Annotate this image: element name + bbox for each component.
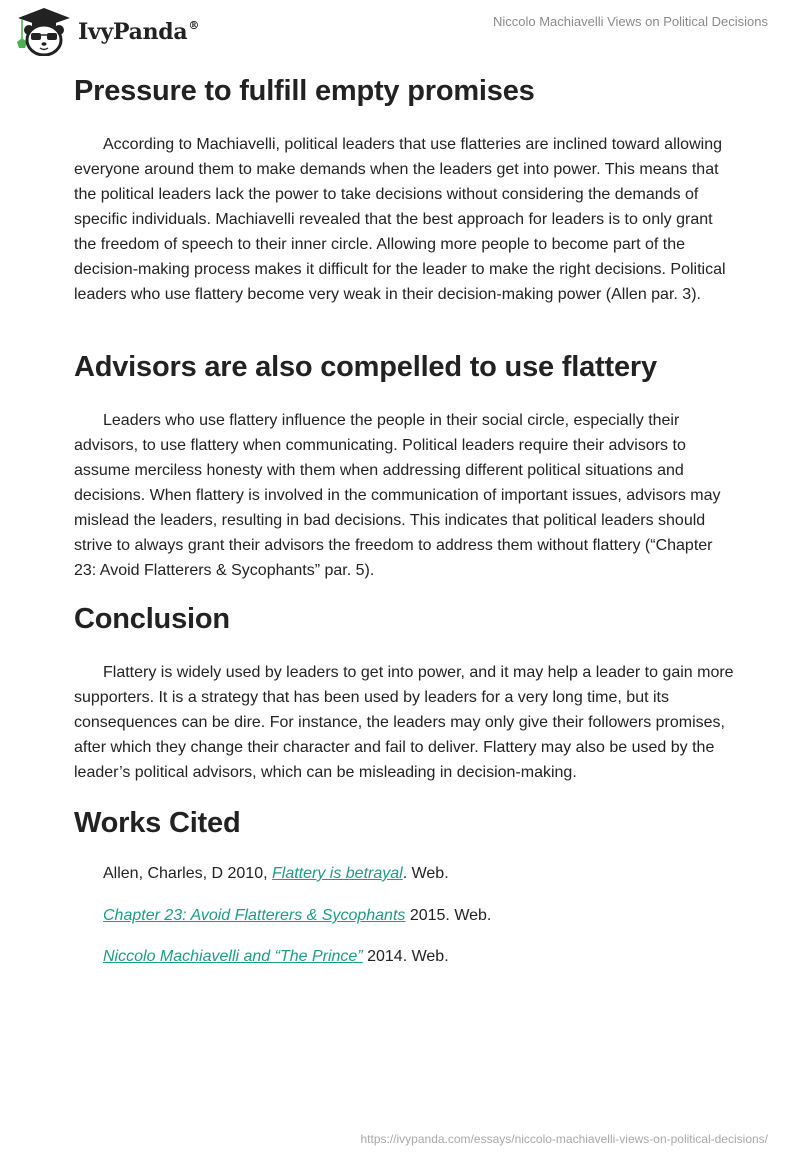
section-conclusion: [74, 598, 734, 785]
section-pressure: [74, 70, 734, 307]
page-header: [0, 0, 800, 60]
panda-graduate-icon: [14, 6, 70, 56]
footer-url[interactable]: https://ivypanda.com/essays/niccolo-machiavelli-views-on-political-decisions/: [360, 1132, 768, 1146]
section-heading: Pressure to fulfill empty promises: [74, 75, 535, 107]
section-paragraph: Leaders who use flattery influence the people in their social circle, especially their advisors, to use flattery when communicating. Political leaders require their advisors to assume merciless honesty with them when addressing different political situations and decisions. When flattery is involved in the communication of important issues, advisors may mislead the leaders, resulting in bad decisions. This indicates that political leaders should strive to always grant their advisors the freedom to address them without flattery (“Chapter 23: Avoid Flatterers & Sycophants” par. 5).: [74, 412, 721, 579]
ivypanda-logo[interactable]: [14, 6, 199, 56]
section-paragraph: Flattery is widely used by leaders to get into power, and it may help a leader to gain more supporters. It is a strategy that has been used by leaders for a very long time, but its consequences can be dire. For instance, the leaders may only give their followers promises, after which they change their character and fail to deliver. Flattery may also be used by the leader’s political advisors, which can be misleading in decision-making.: [74, 664, 734, 781]
document-title: Niccolo Machiavelli Views on Political Decisions: [492, 14, 768, 29]
section-advisors: [74, 346, 734, 583]
section-paragraph: According to Machiavelli, political leaders that use flatteries are inclined toward allowing everyone around them to make demands when the leaders get into power. This means that the political leaders lack the power to take decisions without considering the demands of specific individuals. Machiavelli revealed that the best approach for leaders is to only grant the freedom of speech to their inner circle. Allowing more people to become part of the decision-making process makes it difficult for the leader to make the right decisions. Political leaders who use flattery become very weak in their decision-making power (Allen par. 3).: [74, 136, 726, 303]
citation-link[interactable]: Flattery is betrayal: [271, 865, 403, 882]
citation-link[interactable]: Niccolo Machiavelli and “The Prince”: [103, 948, 363, 965]
citation-entry: Chapter 23: Avoid Flatterers & Sycophants 2015. Web.: [103, 907, 492, 924]
citation-entry: Allen, Charles, D 2010, Flattery is betrayal. Web.: [103, 865, 449, 882]
section-heading: Conclusion: [74, 603, 230, 635]
logo-wordmark: IvyPanda®: [78, 18, 200, 45]
works-cited-heading: Works Cited: [74, 807, 241, 839]
section-heading: Advisors are also compelled to use flattery: [74, 351, 657, 383]
citation-link[interactable]: Chapter 23: Avoid Flatterers & Sycophants: [103, 907, 406, 924]
works-cited-section: [74, 802, 734, 965]
citation-entry: Niccolo Machiavelli and “The Prince” 2014. Web.: [103, 948, 449, 965]
